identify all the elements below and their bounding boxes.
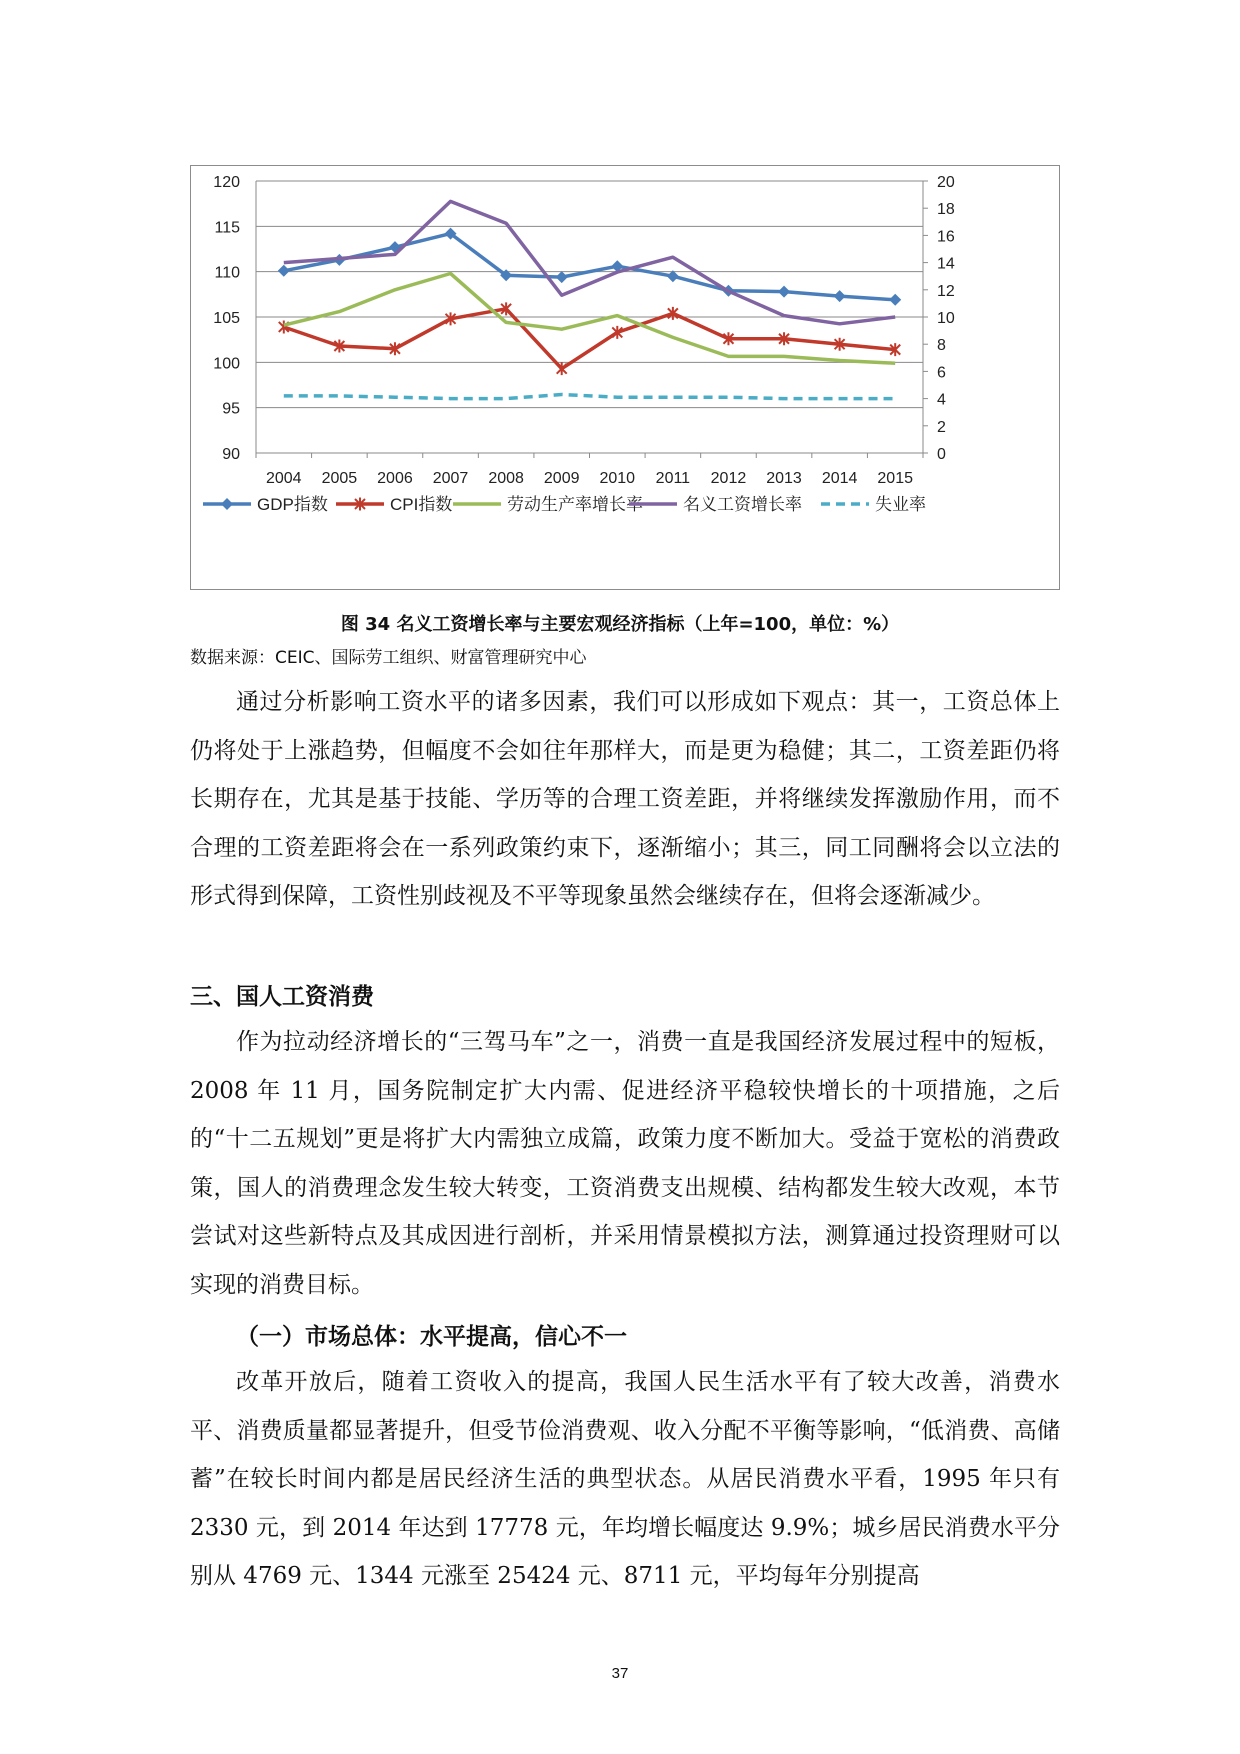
y-left-tick-label: 100 bbox=[213, 355, 240, 373]
x-tick-label: 2014 bbox=[821, 470, 858, 487]
data-point bbox=[557, 362, 567, 375]
series-line bbox=[284, 395, 895, 399]
y-left-tick-label: 110 bbox=[214, 264, 240, 282]
data-point bbox=[778, 286, 790, 298]
y-left-tick-label: 115 bbox=[214, 219, 240, 237]
data-source: 数据来源：CEIC、国际劳工组织、财富管理研究中心 bbox=[190, 648, 587, 668]
x-tick-label: 2008 bbox=[488, 470, 524, 487]
figure-caption: 图 34 名义工资增长率与主要宏观经济指标（上年=100，单位：%） bbox=[340, 614, 900, 635]
paragraph-2: 作为拉动经济增长的“三驾马车”之一，消费一直是我国经济发展过程中的短板，2008 年 11 月，国务院制定扩大内需、促进经济平稳较快增长的十项措施，之后的“十二五规划”更是将扩大内需独立成篇，政策力度不断加大。受益于宽松的消费政策，国人的消费理念发生较大转变，工资消费支出规模、结构都发生较大改观，本节尝试对这些新特点及其成因进行剖析，并采用情景模拟方法，测算通过投资理财可以实现的消费目标。 bbox=[190, 1029, 1060, 1298]
data-point bbox=[556, 271, 568, 283]
y-left-tick-label: 105 bbox=[213, 310, 240, 327]
y-right-tick-label: 20 bbox=[937, 174, 955, 191]
legend-label: GDP指数 bbox=[257, 495, 328, 514]
data-point bbox=[889, 294, 901, 306]
legend-label: CPI指数 bbox=[390, 495, 453, 514]
y-right-tick-label: 4 bbox=[937, 391, 946, 409]
x-tick-label: 2006 bbox=[377, 470, 413, 487]
x-tick-label: 2013 bbox=[766, 470, 802, 487]
x-tick-label: 2004 bbox=[265, 470, 302, 487]
paragraph-1-block bbox=[190, 678, 1060, 921]
x-tick-label: 2015 bbox=[877, 470, 914, 487]
paragraph-3-block bbox=[190, 1358, 1060, 1601]
subsection-heading: （一）市场总体：水平提高，信心不一 bbox=[236, 1324, 627, 1350]
chart-frame bbox=[190, 165, 1060, 590]
series-line bbox=[284, 234, 895, 300]
x-tick-label: 2010 bbox=[599, 470, 636, 487]
paragraph-2-block bbox=[190, 1018, 1060, 1309]
y-right-tick-label: 0 bbox=[937, 446, 946, 463]
y-right-tick-label: 16 bbox=[937, 228, 955, 246]
legend-marker bbox=[221, 498, 233, 510]
section-heading: 三、国人工资消费 bbox=[190, 984, 374, 1010]
y-right-tick-label: 8 bbox=[937, 337, 946, 355]
x-tick-label: 2011 bbox=[655, 470, 691, 487]
y-left-tick-label: 95 bbox=[222, 400, 240, 418]
y-right-tick-label: 14 bbox=[937, 255, 955, 273]
paragraph-3: 改革开放后，随着工资收入的提高，我国人民生活水平有了较大改善，消费水平、消费质量都显著提升，但受节俭消费观、收入分配不平衡等影响，“低消费、高储蓄”在较长时间内都是居民经济生活的典型状态。从居民消费水平看，1995 年只有 2330 元，到 2014 年达到 17778 元，年均增长幅度达 9.9%；城乡居民消费水平分别从 4769 元、1344 元涨至 25424 元、8711 元，平均每年分别提高 bbox=[190, 1369, 1060, 1589]
x-tick-label: 2005 bbox=[321, 470, 358, 487]
series-line bbox=[284, 201, 895, 323]
paragraph-1: 通过分析影响工资水平的诸多因素，我们可以形成如下观点：其一，工资总体上仍将处于上涨趋势，但幅度不会如往年那样大，而是更为稳健；其二，工资差距仍将长期存在，尤其是基于技能、学历等的合理工资差距，并将继续发挥激励作用，而不合理的工资差距将会在一系列政策约束下，逐渐缩小；其三，同工同酬将会以立法的形式得到保障，工资性别歧视及不平等现象虽然会继续存在，但将会逐渐减少。 bbox=[190, 689, 1060, 909]
x-tick-label: 2012 bbox=[710, 470, 747, 487]
y-right-tick-label: 2 bbox=[937, 418, 946, 436]
x-tick-label: 2009 bbox=[543, 470, 580, 487]
y-right-tick-label: 18 bbox=[937, 201, 955, 219]
legend-label: 名义工资增长率 bbox=[683, 495, 802, 514]
line-chart bbox=[191, 166, 1059, 589]
y-left-tick-label: 120 bbox=[213, 174, 240, 191]
legend-label: 失业率 bbox=[875, 495, 926, 514]
y-left-tick-label: 90 bbox=[222, 446, 240, 463]
x-tick-label: 2007 bbox=[432, 470, 469, 487]
y-right-tick-label: 12 bbox=[937, 282, 955, 300]
data-point bbox=[278, 265, 290, 277]
page-number: 37 bbox=[611, 1665, 629, 1682]
y-right-tick-label: 6 bbox=[937, 364, 946, 382]
legend-label: 劳动生产率增长率 bbox=[507, 495, 643, 514]
y-right-tick-label: 10 bbox=[937, 310, 955, 327]
data-point bbox=[834, 290, 846, 302]
